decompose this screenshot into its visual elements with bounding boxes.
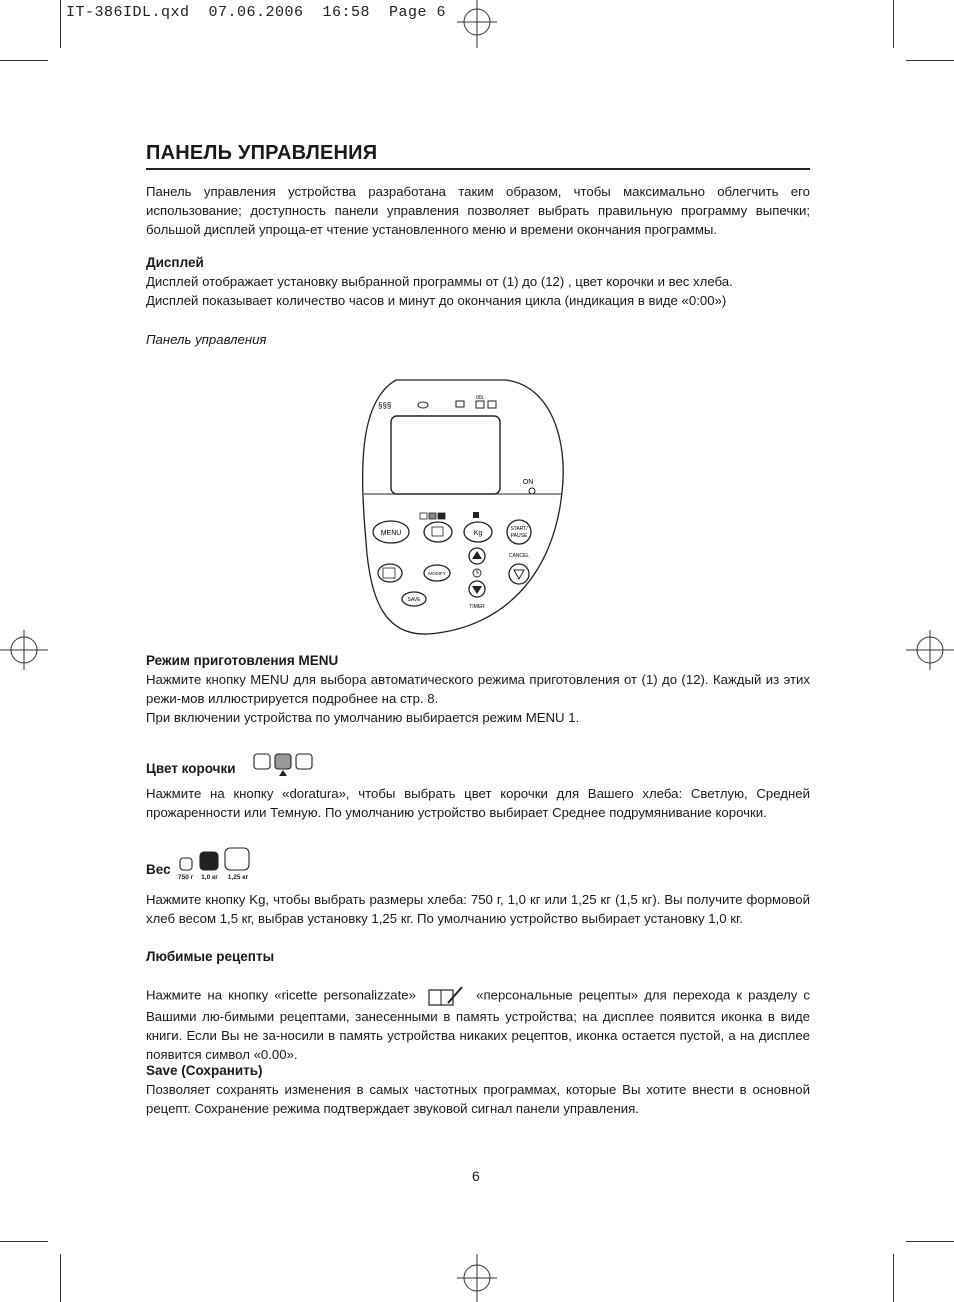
- favorites-section-text: [146, 985, 810, 1064]
- save-section-text: Позволяет сохранять изменения в самых частотных программах, которые Вы хотите внести в основной рецепт. Сохранение режима подтверждает звуковой сигнал панели управления.: [146, 1082, 810, 1116]
- registration-mark-right: [906, 620, 954, 680]
- weight-icons: [178, 846, 252, 874]
- crust-light-icon: [420, 513, 427, 519]
- display-title: Дисплей: [146, 255, 204, 270]
- timer-up-arrow-icon: [472, 551, 482, 559]
- page-title: ПАНЕЛЬ УПРАВЛЕНИЯ: [146, 142, 810, 170]
- weight-label-1-25: 1,25 кг: [227, 874, 249, 881]
- timer-label: TIMER: [469, 604, 485, 610]
- print-slug: IT-386IDL.qxd 07.06.2006 16:58 Page 6: [66, 4, 447, 21]
- menu-button-label: MENU: [380, 530, 402, 537]
- book-icon: [383, 568, 395, 578]
- registration-mark-left: [0, 620, 48, 680]
- cancel-icon: [514, 570, 524, 579]
- menu-section-line-2: При включении устройства по умолчанию выбирается режим MENU 1.: [146, 710, 580, 725]
- timer-down-arrow-icon: [472, 586, 482, 594]
- crust-dark-icon: [296, 754, 312, 769]
- start-label-line-2: PAUSE: [510, 533, 528, 539]
- save-section-title: Save (Сохранить): [146, 1063, 263, 1078]
- weight-label-1-0: 1,0 кг: [201, 874, 218, 881]
- crust-color-icons: [252, 752, 318, 778]
- menu-section-line-1: Нажмите кнопку MENU для выбора автоматического режима приготовления от (1) до (12). Каждый из этих режи-мов иллюстрируется подробнее на стр. 8.: [146, 672, 810, 706]
- recipe-book-icon: [426, 985, 466, 1007]
- registration-mark-bottom: [447, 1254, 507, 1302]
- crust-dark-icon: [438, 513, 445, 519]
- registration-mark-top: [447, 0, 507, 48]
- control-panel-illustration: [356, 372, 570, 640]
- display-line-2: Дисплей показывает количество часов и минут до окончания цикла (индикация в виде «0:00»): [146, 293, 727, 308]
- crust-section-text: Нажмите на кнопку «doratura», чтобы выбрать цвет корочки для Вашего хлеба: Светлую, Средней прожаренности или Темную. По умолчанию устройство выбирает Среднее подрумянивание корочки.: [146, 786, 810, 820]
- crust-light-icon: [254, 754, 270, 769]
- cancel-label: CANCEL: [508, 553, 530, 559]
- crust-medium-icon: [429, 513, 436, 519]
- weight-icon: [473, 512, 479, 518]
- weight-750-icon: [180, 858, 192, 870]
- pan-icon: [476, 401, 484, 408]
- steam-icon: §§§: [378, 401, 392, 410]
- favorites-text-after: «персональные рецепты» для перехода к разделу с Вашими лю-бимыми рецептами, занесенными в память устройства; на дисплее появится иконка в виде книги. Если Вы не за-носили в память устройства никаких рецептов, иконка остается пустой, а на дисплее появится символ «0.00».: [146, 987, 810, 1062]
- crust-medium-icon: [275, 754, 291, 769]
- kg-button-label: Kg: [473, 530, 483, 537]
- cancel-button: [509, 564, 529, 584]
- on-indicator-light: [529, 488, 535, 494]
- display-line-1: Дисплей отображает установку выбранной программы от (1) до (12) , цвет корочки и вес хлеба.: [146, 274, 733, 289]
- loaf-icon: [456, 401, 464, 407]
- bread-dough-icon: [418, 402, 428, 408]
- save-button-label: SAVE: [407, 597, 421, 603]
- start-pause-button: [507, 520, 531, 544]
- crust-section-title: Цвет корочки: [146, 761, 236, 776]
- pan-icon-2: [488, 401, 496, 408]
- intro-paragraph: Панель управления устройства разработана таким образом, чтобы максимально облегчить его использование; доступность панели управления позволяет выбрать правильную программу выпечки; большой дисплей упроща-ет чтение установленного меню и времени окончания программы.: [146, 184, 810, 237]
- weight-section-title: Вес: [146, 862, 171, 877]
- start-label-line-1: START/: [510, 526, 528, 532]
- lcd-screen: [391, 416, 500, 494]
- crust-button: [424, 522, 452, 542]
- modify-button-label: MODIFY: [428, 571, 446, 576]
- weight-1-25-icon: [225, 848, 249, 870]
- weight-1-0-icon: [200, 852, 218, 870]
- favorites-text-before: Нажмите на кнопку «ricette personalizzate»: [146, 987, 416, 1003]
- weight-section-text: Нажмите кнопку Kg, чтобы выбрать размеры хлеба: 750 г, 1,0 кг или 1,25 кг (1,5 кг). Вы получите формовой хлеб весом 1,5 кг, выбрав установку 1,25 кг. По умолчанию устройство выбирает установку 1,0 кг.: [146, 892, 810, 926]
- panel-caption: Панель управления: [146, 332, 267, 347]
- selection-pointer-icon: [279, 770, 287, 776]
- favorites-section-title: Любимые рецепты: [146, 949, 275, 964]
- favorites-button: [378, 564, 402, 582]
- menu-section-title: Режим приготовления MENU: [146, 653, 339, 668]
- weight-label-750: 750 г: [178, 874, 194, 881]
- on-label: ON: [522, 479, 534, 486]
- page-number: 6: [472, 1168, 480, 1184]
- crust-button-icon: [432, 527, 443, 536]
- lcd-small-label: 00L: [476, 395, 485, 401]
